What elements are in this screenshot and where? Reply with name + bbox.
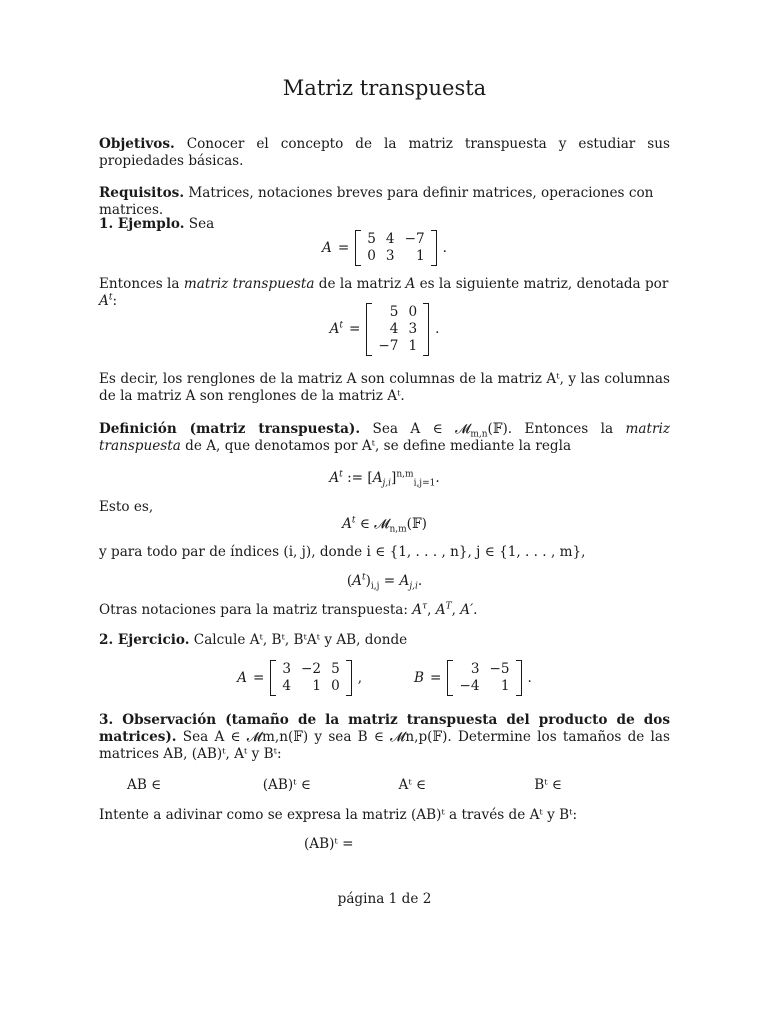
matrix-b-exercise xyxy=(447,660,521,696)
intro-text: Entonces la xyxy=(99,276,180,292)
equation-matrix-a: A = 5 4 −7 0 3 1 . xyxy=(322,231,447,264)
matrix-cell: 3 xyxy=(470,661,480,677)
equation-exercise-matrices: A = 3 −2 5 4 1 0 , B = 3 −5 −4 1 . xyxy=(237,661,532,694)
intro-emphasis: matriz transpuesta xyxy=(183,276,315,292)
matrix-at-cells xyxy=(372,303,423,356)
objetivos-label: Objetivos. xyxy=(99,136,175,152)
fill-in-a-t: Aᵗ ∈ xyxy=(398,777,427,793)
ejercicio-label: 2. Ejercicio. xyxy=(99,632,190,648)
matrix-at-example xyxy=(366,303,429,356)
matrix-cell: 5 xyxy=(389,304,399,320)
matrix-cell: 3 xyxy=(282,661,292,677)
matrix-a-exercise xyxy=(270,660,351,696)
objetivos-text: Conocer el concepto de la matriz transpuesta y estudiar sus propiedades básicas. xyxy=(99,136,670,169)
definicion-text: de A, que denotamos por Aᵗ, se define mediante la regla xyxy=(185,438,572,454)
observacion-label: 3. Observación (tamaño de la matriz transpuesta del producto de dos matrices). xyxy=(99,712,670,745)
matrix-cell: 5 xyxy=(367,231,376,247)
equation-matrix-at: $A^t$ = 5 0 4 3 −7 1 . xyxy=(329,304,440,354)
answer-line: (AB)ᵗ = xyxy=(304,836,354,852)
observacion-paragraph xyxy=(99,712,670,763)
matrix-cell: 5 xyxy=(331,661,340,677)
matrix-cell: −2 xyxy=(301,661,322,677)
intro-text: es la siguiente matriz, denotada por xyxy=(419,276,669,292)
matrix-cell: 3 xyxy=(408,321,418,337)
para-todo-text: y para todo par de índices (i, j), donde i ∈ {1, . . . , n}, j ∈ {1, . . . , m}, xyxy=(99,544,586,560)
matrix-a-exercise-cells xyxy=(276,660,345,696)
equation-entries: $(A^t)_{i,j} = A_{j,i}$. xyxy=(346,572,423,592)
requisitos-text: Matrices, notaciones breves para definir matrices, operaciones con matrices. xyxy=(99,185,654,218)
matrix-cell: 0 xyxy=(331,678,340,694)
matrix-cell: 0 xyxy=(367,248,376,264)
definicion-emphasis: matriz transpuesta xyxy=(99,421,671,454)
matrix-b-exercise-cells xyxy=(453,660,515,696)
matrix-cell: −4 xyxy=(459,678,480,694)
page-footer: página 1 de 2 xyxy=(337,891,432,907)
matrix-cell: 3 xyxy=(385,248,395,264)
fill-in-b-t: Bᵗ ∈ xyxy=(534,777,562,793)
matrix-cell: −7 xyxy=(378,338,399,354)
intente-text: Intente a adivinar como se expresa la matriz (AB)ᵗ a través de Aᵗ y Bᵗ: xyxy=(99,807,578,823)
requisitos-label: Requisitos. xyxy=(99,185,185,201)
definicion-text: Entonces la xyxy=(524,421,614,437)
matrix-cell: −7 xyxy=(404,231,425,247)
definicion-text: Sea A ∈ 𝓜 xyxy=(372,421,471,437)
otras-text: Otras notaciones para la matriz transpuesta: xyxy=(99,602,408,618)
page-title: Matriz transpuesta xyxy=(282,76,487,100)
equation-definition: $A^t$ := $[A_{j,i}]^{n,m}_{i,j=1}$. xyxy=(329,469,440,489)
ejercicio-heading xyxy=(99,632,670,649)
intro-text: de la matriz xyxy=(318,276,402,292)
matrix-cell: 1 xyxy=(415,248,425,264)
otras-notaciones: Otras notaciones para la matriz transpuesta: $A^\tau$, $A^T$, A′. xyxy=(99,601,478,618)
ejercicio-text: Calcule Aᵗ, Bᵗ, BᵗAᵗ y AB, donde xyxy=(193,632,408,648)
matrix-a-cells xyxy=(361,230,430,266)
definicion-paragraph: Definición (matriz transpuesta). Sea A ∈ 𝓜$_{m,n}$(𝔽). Entonces la matriz transpuesta de A, que denotamos por Aᵗ, se define mediante la regla xyxy=(99,421,671,454)
matrix-cell: 4 xyxy=(282,678,292,694)
matrix-cell: 1 xyxy=(408,338,418,354)
transpuesta-intro: Entonces la matriz transpuesta de la matriz A es la siguiente matriz, denotada por $A^t$: xyxy=(99,276,669,309)
fill-in-ab: AB ∈ xyxy=(127,777,162,793)
ejemplo-label: 1. Ejemplo. xyxy=(99,216,185,232)
ejemplo-lead: Sea xyxy=(188,216,215,232)
fill-in-row xyxy=(99,777,670,794)
requisitos-paragraph xyxy=(99,185,670,219)
fill-in-ab-t: (AB)ᵗ ∈ xyxy=(262,777,311,793)
matrix-a-example xyxy=(355,230,436,266)
ejemplo-explain: Es decir, los renglones de la matriz A son columnas de la matriz Aᵗ, y las columnas de la matriz A son renglones de la matriz Aᵗ. xyxy=(99,371,670,404)
matrix-cell: −5 xyxy=(489,661,510,677)
equation-size: $A^t$ ∈ 𝓜$_{n,m}$(𝔽) xyxy=(342,515,427,535)
matrix-cell: 4 xyxy=(389,321,399,337)
esto-es-text: Esto es, xyxy=(99,499,154,515)
observacion-text: Sea A ∈ 𝓜m,n(𝔽) y sea B ∈ 𝓜n,p(𝔽). Determine los tamaños de las matrices AB, (AB)ᵗ, Aᵗ y Bᵗ: xyxy=(99,729,670,762)
matrix-cell: 1 xyxy=(500,678,510,694)
objetivos-paragraph xyxy=(99,136,670,170)
matrix-cell: 1 xyxy=(312,678,322,694)
matrix-cell: 0 xyxy=(408,304,418,320)
matrix-cell: 4 xyxy=(385,231,395,247)
definicion-label: Definición (matriz transpuesta). xyxy=(99,421,361,437)
